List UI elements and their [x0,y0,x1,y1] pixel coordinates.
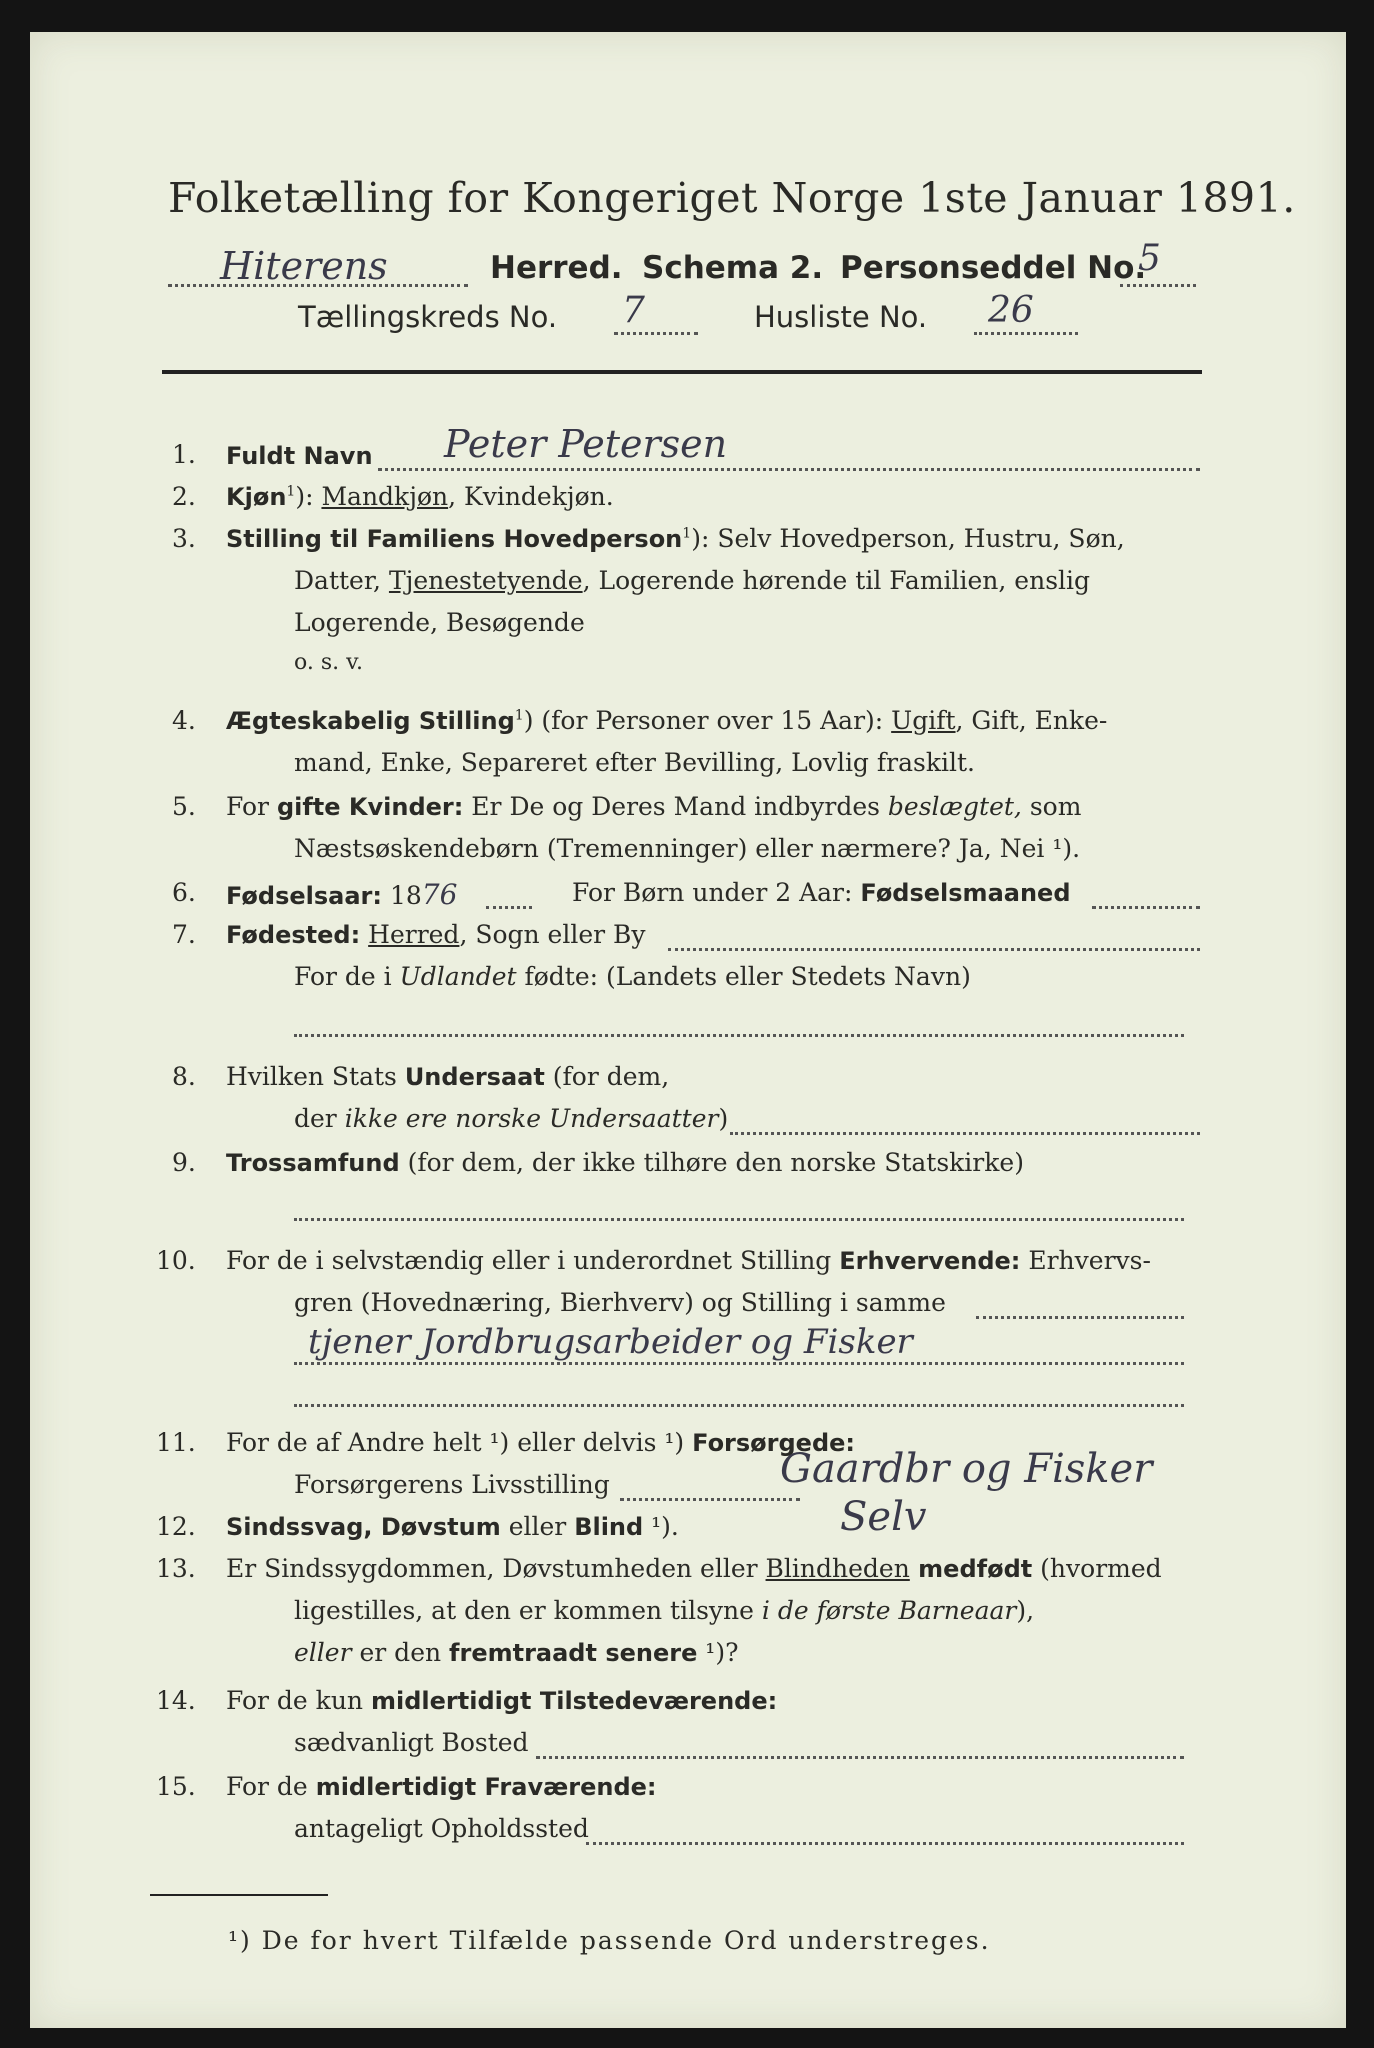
item-3-line1-text: ): Selv Hovedperson, Hustru, Søn, [691,524,1125,553]
item-11-text: For de af Andre helt ¹) eller delvis ¹) [226,1428,693,1457]
item-7-number: 7. [172,920,196,949]
item-6-label: Fødselsaar: [226,882,382,910]
item-15-dotline [586,1842,1184,1845]
item-6-answer: 76 [421,878,458,911]
taellingskreds-dotline [614,332,698,335]
item-4-number: 4. [172,706,196,735]
husliste-label: Husliste No. [754,300,928,334]
item-1-number: 1. [172,440,196,469]
census-form-sheet [30,32,1346,2028]
item-5-line1i: beslægtet, [887,792,1022,821]
item-1-label: Fuldt Navn [226,442,373,470]
item-12-text2: ¹). [643,1512,679,1541]
item-11-dotline [620,1498,800,1501]
item-13-line2i: i de første Barneaar [761,1596,1017,1625]
husliste-dotline [974,332,1078,335]
item-10-line-2: gren (Hovednæring, Bierhverv) og Stilling i samme [294,1288,946,1317]
item-10-dotline-1 [976,1316,1184,1319]
item-13-label: medfødt [909,1555,1033,1583]
item-9-number: 9. [172,1148,196,1177]
husliste-number: 26 [988,290,1034,331]
form-title: Folketælling for Kongeriget Norge 1ste Januar 1891. [168,174,1296,222]
item-6-line-b [572,878,1071,907]
item-3-line-3: Logerende, Besøgende [294,608,585,637]
item-3-line2b: , Logerende hørende til Familien, enslig [582,566,1091,595]
item-2-text-a: Mandkjøn [321,482,449,511]
item-9-line [226,1148,1024,1177]
item-14-text: For de kun [226,1686,371,1715]
schema-label: Schema 2. [642,250,824,286]
personseddel-dotline [1120,284,1196,287]
item-13-line2b: ), [1016,1596,1035,1625]
herred-dotline [168,284,468,287]
item-4-line1u: Ugift [891,706,956,735]
item-7-line-2 [294,962,971,991]
item-12-label: Sindssvag, Døvstum [226,1513,501,1541]
item-13-line-3 [294,1638,739,1667]
footnote: ¹) De for hvert Tilfælde passende Ord understreges. [228,1926,991,1955]
item-8-line2i: ikke ere norske Undersaatter [344,1104,719,1133]
item-4-line-2: mand, Enke, Separeret efter Bevilling, Lovlig fraskilt. [294,748,975,777]
item-13-line2a: ligestilles, at den er kommen tilsyne [294,1596,762,1625]
item-11-line-1 [226,1428,855,1457]
item-13-line-2 [294,1596,1034,1625]
item-4-line-1 [226,706,1107,735]
item-6-line [226,878,457,911]
item-13-line3a: er den [351,1638,450,1667]
item-13-line-1 [226,1554,1162,1583]
item-2-sup: 1 [286,483,296,500]
item-5-line-1 [226,792,1081,821]
taellingskreds-label: Tællingskreds No. [298,300,558,334]
item-10-number: 10. [156,1246,196,1275]
item-10-text: For de i selvstændig eller i underordnet Stilling [226,1246,840,1275]
item-6-dotline-b [1092,906,1200,909]
item-13-text: Er Sindssygdommen, Døvstumheden eller [226,1554,766,1583]
item-6-number: 6. [172,878,196,907]
item-4-label: Ægteskabelig Stilling [226,707,515,735]
item-2-text-b: , Kvindekjøn. [448,482,614,511]
item-8-line-2 [294,1104,728,1133]
item-10-dotline-2 [294,1362,1184,1365]
item-13-line3l: fremtraadt senere [449,1639,698,1667]
item-5-line-2: Næstsøskendebørn (Tremenninger) eller nærmere? Ja, Nei ¹). [294,834,1081,863]
item-14-number: 14. [156,1686,196,1715]
item-9-text: (for dem, der ikke tilhøre den norske Statskirke) [399,1148,1024,1177]
item-3-line-1 [226,524,1125,553]
item-7-dotline-1 [668,948,1200,951]
item-13-line3b: ¹)? [697,1638,739,1667]
item-3-line-2 [294,566,1090,595]
item-14-line-1 [226,1686,777,1715]
item-11-label: Forsørgede: [692,1429,856,1457]
item-7-label: Fødested: [226,921,361,949]
item-6-dotline-a [486,906,532,909]
item-13-line3i: eller [294,1638,352,1667]
item-11-number: 11. [156,1428,196,1457]
item-5-number: 5. [172,792,196,821]
item-7-line2i: Udlandet [399,962,517,991]
item-10-label: Erhvervende: [839,1247,1021,1275]
item-7-line-1 [226,920,646,949]
item-14-dotline [536,1756,1184,1759]
item-12-label2: Blind [574,1513,644,1541]
item-3-line2u: Tjenestetyende [388,566,583,595]
taellingskreds-number: 7 [622,290,645,331]
item-8-text: Hvilken Stats [226,1062,405,1091]
item-1-dotline [378,468,1200,471]
item-7-text: , Sogn eller By [459,920,646,949]
item-5-pre: For [226,792,277,821]
item-8-dotline [730,1132,1200,1135]
item-9-label: Trossamfund [226,1149,400,1177]
item-12-line [226,1512,679,1541]
item-11-answer: Gaardbr og Fisker [780,1446,1153,1492]
item-14-line-2: sædvanligt Bosted [294,1728,529,1757]
item-13-text2: (hvormed [1032,1554,1162,1583]
item-2-label: Kjøn [226,483,287,511]
item-8-text2: (for dem, [544,1062,670,1091]
item-3-line2a: Datter, [294,566,389,595]
item-3-number: 3. [172,524,196,553]
item-10-answer: tjener Jordbrugsarbeider og Fisker [308,1322,913,1362]
item-8-line2b: ) [718,1104,729,1133]
personseddel-number: 5 [1138,238,1161,279]
item-9-dotline [294,1218,1184,1221]
item-12-text: eller [500,1512,575,1541]
item-12-number: 12. [156,1512,196,1541]
item-7-line2b: fødte: (Landets eller Stedets Navn) [516,962,971,991]
item-6-label2: Fødselsmaaned [860,879,1071,907]
item-12-answer: Selv [840,1494,927,1540]
item-8-number: 8. [172,1062,196,1091]
item-5-line1a: Er De og Deres Mand indbyrdes [463,792,888,821]
header-rule [162,370,1202,374]
item-7-line2a: For de i [294,962,400,991]
item-5-line1b: som [1021,792,1082,821]
item-3-label: Stilling til Familiens Hovedperson [226,525,683,553]
item-3-sup: 1 [682,525,692,542]
herred-label: Herred. [490,250,623,286]
personseddel-label: Personseddel No. [840,250,1147,286]
footnote-rule [150,1894,328,1896]
item-6-prefix: 18 [382,881,422,910]
item-13-number: 13. [156,1554,196,1583]
item-8-label: Undersaat [404,1063,545,1091]
item-2-number: 2. [172,482,196,511]
herred-handwritten: Hiterens [220,244,388,288]
item-15-line-1 [226,1772,657,1801]
item-8-line2a: der [294,1104,345,1133]
item-8-line-1 [226,1062,669,1091]
item-7-text-u: Herred [368,920,460,949]
item-14-label: midlertidigt Tilstedeværende: [370,1687,778,1715]
item-15-number: 15. [156,1772,196,1801]
item-4-sup: 1 [514,707,524,724]
item-15-label: midlertidigt Fraværende: [315,1773,657,1801]
item-10-dotline-3 [294,1404,1184,1407]
item-4-line1a: ) (for Personer over 15 Aar): [523,706,892,735]
item-2-line: Kjøn$^1$): Mandkjøn, Kvindekjøn. [226,482,614,511]
item-15-line-2: antageligt Opholdssted [294,1814,589,1843]
item-15-text: For de [226,1772,316,1801]
item-11-line-2: Forsørgerens Livsstilling [294,1470,610,1499]
item-1-answer: Peter Petersen [444,422,728,466]
item-6-text: For Børn under 2 Aar: [572,878,861,907]
item-10-line-1 [226,1246,1151,1275]
item-7-dotline-2 [294,1034,1184,1037]
item-10-text2: Erhvervs- [1020,1246,1151,1275]
item-3-line-4: o. s. v. [294,650,363,675]
item-5-label: gifte Kvinder: [276,793,464,821]
item-4-line1b: , Gift, Enke- [955,706,1108,735]
item-13-text-u: Blindheden [765,1554,910,1583]
